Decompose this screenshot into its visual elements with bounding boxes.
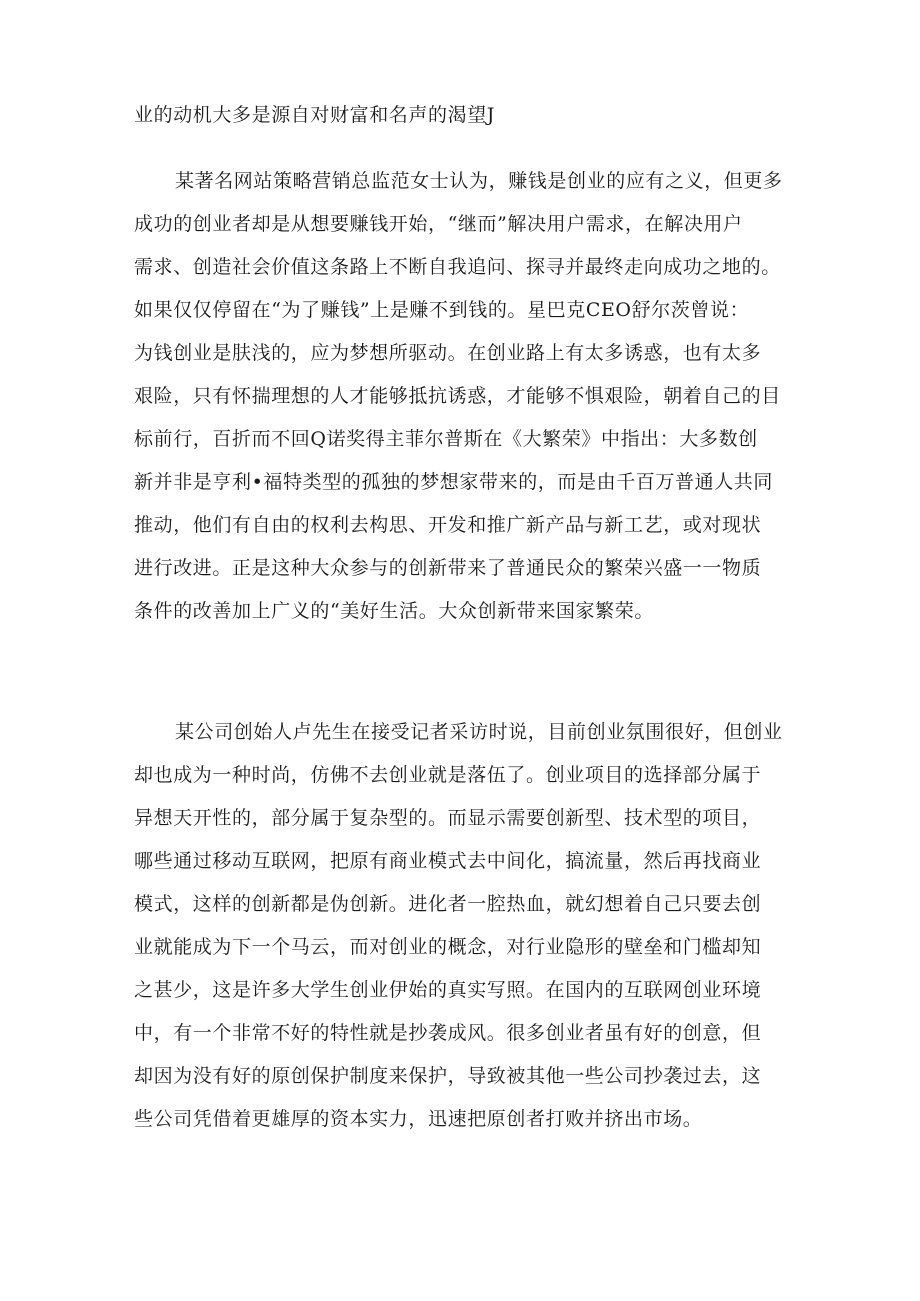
text-line: 之甚少，这是许多大学生创业伊始的真实写照。在国内的互联网创业环境 xyxy=(134,979,762,1001)
text-line: 业就能成为下一个马云，而对创业的概念，对行业隐形的壁垒和门槛却知 xyxy=(134,936,762,958)
text-line: 推动，他们有自由的权利去构思、开发和推广新产品与新工艺，或对现状 xyxy=(134,514,762,536)
text-line: 些公司凭借着更雄厚的资本实力，迅速把原创者打败并挤出市场。 xyxy=(134,1108,703,1130)
text-line: 标前行，百折而不回Q诺奖得主菲尔普斯在《大繁荣》中指出：大多数创 xyxy=(134,428,758,450)
text-line: 条件的改善加上广义的“美好生活。大众创新带来国家繁荣。 xyxy=(134,600,654,622)
text-line: 异想天开性的，部分属于复杂型的。而显示需要创新型、技术型的项目， xyxy=(134,807,762,829)
text-line: 哪些通过移动互联网，把原有商业模式去中间化，搞流量，然后再找商业 xyxy=(134,850,762,872)
text-line: 为钱创业是肤浅的，应为梦想所驱动。在创业路上有太多诱惑，也有太多 xyxy=(134,342,762,364)
text-line: 某公司创始人卢先生在接受记者采访时说，目前创业氛围很好，但创业 xyxy=(175,721,783,743)
text-line: 某著名网站策略营销总监范女士认为，赚钱是创业的应有之义，但更多 xyxy=(175,170,783,192)
text-line: 需求、创造社会价值这条路上不断自我追问、探寻并最终走向成功之地的。 xyxy=(134,256,781,278)
text-line: 却因为没有好的原创保护制度来保护，导致被其他一些公司抄袭过去，这 xyxy=(134,1065,762,1087)
text-line: 模式，这样的创新都是伪创新。进化者一腔热血，就幻想着自己只要去创 xyxy=(134,893,762,915)
text-line: 却也成为一种时尚，仿佛不去创业就是落伍了。创业项目的选择部分属于 xyxy=(134,764,762,786)
text-line: 新并非是亨利•福特类型的孤独的梦想家带来的，而是由千百万普通人共同 xyxy=(134,471,774,493)
text-line: 如果仅仅停留在“为了赚钱”上是赚不到钱的。星巴克CEO舒尔茨曾说： xyxy=(134,299,750,321)
text-line: 艰险，只有怀揣理想的人才能够抵抗诱惑，才能够不惧艰险，朝着自己的目 xyxy=(134,385,781,407)
text-line: 进行改进。正是这种大众参与的创新带来了普通民众的繁荣兴盛一一物质 xyxy=(134,557,762,579)
text-line: 业的动机大多是源自对财富和名声的渴望J xyxy=(134,104,496,126)
text-line: 成功的创业者却是从想要赚钱开始，“继而”解决用户需求，在解决用户 xyxy=(134,213,743,235)
text-line: 中，有一个非常不好的特性就是抄袭成风。很多创业者虽有好的创意，但 xyxy=(134,1022,762,1044)
